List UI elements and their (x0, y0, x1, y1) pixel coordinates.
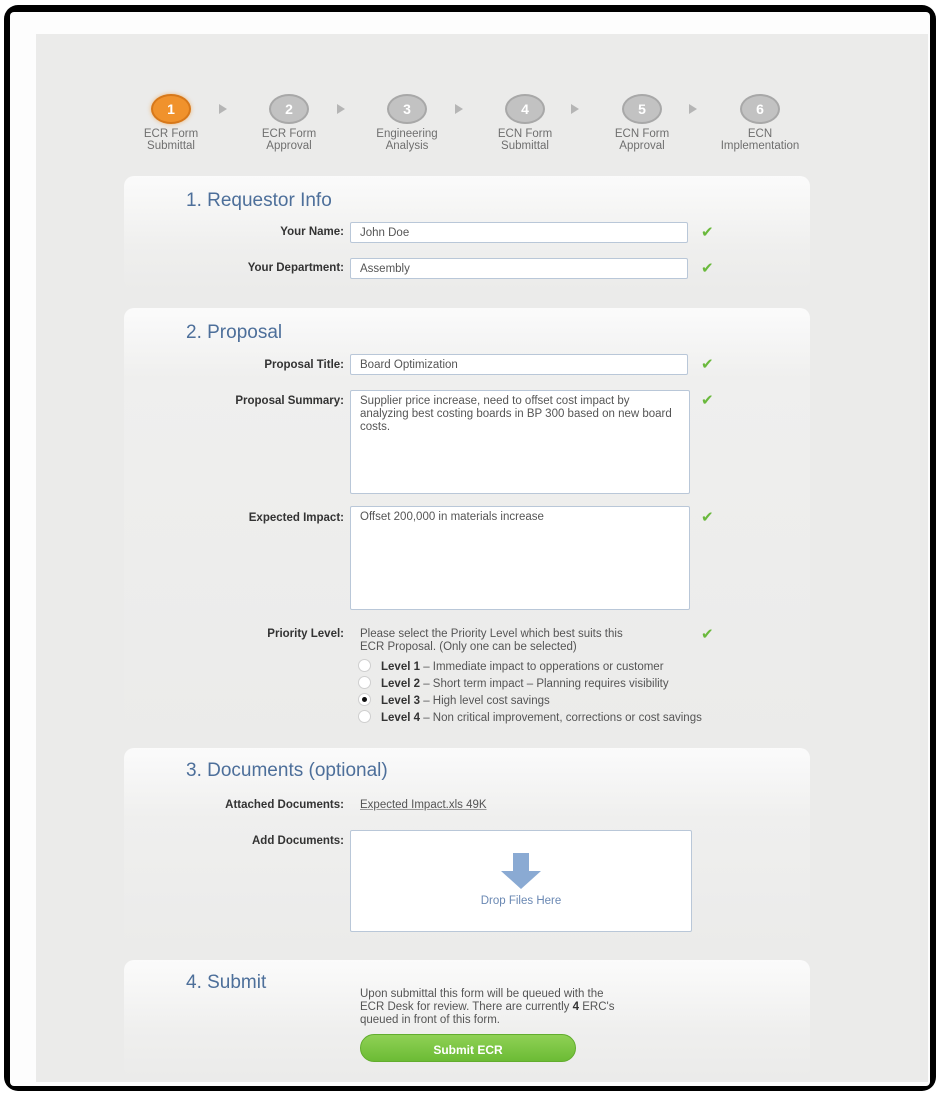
valid-check-icon: ✔ (701, 224, 714, 241)
step-5-ecn-form-approval[interactable] (587, 94, 697, 152)
step-label: ECR Form Submittal (143, 128, 199, 152)
step-4-ecn-form-submittal[interactable] (470, 94, 580, 152)
priority-level-label: Priority Level: (267, 628, 344, 640)
step-arrow-icon (219, 104, 227, 114)
section-title: 3. Documents (optional) (186, 760, 388, 781)
submit-section (124, 960, 810, 1078)
step-arrow-icon (455, 104, 463, 114)
expected-impact-textarea[interactable] (350, 506, 690, 610)
step-label: ECN Form Approval (614, 128, 670, 152)
documents-section (124, 748, 810, 948)
priority-instructions: Please select the Priority Level which best suits this ECR Proposal. (Only one can be selected) (360, 628, 623, 653)
add-documents-label: Add Documents: (252, 835, 344, 847)
valid-check-icon: ✔ (701, 626, 714, 643)
step-2-ecr-form-approval[interactable] (234, 94, 344, 152)
valid-check-icon: ✔ (701, 260, 714, 277)
proposal-summary-label: Proposal Summary: (235, 395, 344, 407)
step-arrow-icon (337, 104, 345, 114)
step-label: Engineering Analysis (376, 128, 438, 152)
queue-count: 4 (572, 1001, 580, 1013)
radio-button[interactable] (358, 710, 371, 723)
submit-ecr-button[interactable]: Submit ECR (360, 1034, 576, 1062)
priority-option-level-4[interactable]: Level 4 – Non critical improvement, corrections or cost savings (358, 711, 702, 726)
step-number-badge: 3 (387, 94, 427, 124)
step-label: ECN Form Submittal (497, 128, 553, 152)
white-frame (10, 12, 930, 1086)
your-department-label: Your Department: (247, 262, 344, 274)
section-title: 1. Requestor Info (186, 190, 332, 211)
valid-check-icon: ✔ (701, 509, 714, 526)
step-arrow-icon (571, 104, 579, 114)
attached-file-link[interactable]: Expected Impact.xls 49K (360, 799, 487, 811)
step-3-engineering-analysis[interactable] (352, 94, 462, 152)
your-department-input[interactable] (350, 258, 688, 279)
submit-info-text: Upon submittal this form will be queued with the ECR Desk for review. There are currently 4 ERC's queued in front of this form. (360, 988, 615, 1026)
step-number-badge: 2 (269, 94, 309, 124)
drop-files-text: Drop Files Here (480, 895, 562, 907)
step-label: ECR Form Approval (261, 128, 317, 152)
step-1-ecr-form-submittal[interactable] (116, 94, 226, 152)
section-title: 2. Proposal (186, 322, 283, 343)
step-number-badge: 1 (151, 94, 191, 124)
proposal-summary-textarea[interactable] (350, 390, 690, 494)
priority-option-level-1[interactable]: Level 1 – Immediate impact to opperations or customer (358, 660, 664, 675)
step-number-badge: 4 (505, 94, 545, 124)
down-arrow-icon (497, 853, 545, 889)
step-number-badge: 5 (622, 94, 662, 124)
section-title: 4. Submit (186, 972, 267, 993)
radio-button[interactable] (358, 676, 371, 689)
form-panel (36, 34, 928, 1082)
priority-option-level-2[interactable]: Level 2 – Short term impact – Planning requires visibility (358, 677, 669, 692)
proposal-title-label: Proposal Title: (264, 359, 344, 371)
step-arrow-icon (689, 104, 697, 114)
step-number-badge: 6 (740, 94, 780, 124)
step-label: ECN Implementation (720, 128, 800, 152)
step-6-ecn-implementation[interactable] (705, 94, 815, 152)
proposal-section (124, 308, 810, 744)
your-name-label: Your Name: (280, 226, 344, 238)
progress-stepper (36, 94, 928, 164)
radio-button-selected[interactable] (358, 693, 371, 706)
your-name-input[interactable] (350, 222, 688, 243)
requestor-info-section (124, 176, 810, 290)
proposal-title-input[interactable] (350, 354, 688, 375)
valid-check-icon: ✔ (701, 392, 714, 409)
priority-option-level-3[interactable]: Level 3 – High level cost savings (358, 694, 550, 709)
file-dropzone[interactable] (350, 830, 692, 932)
attached-documents-label: Attached Documents: (225, 799, 344, 811)
expected-impact-label: Expected Impact: (248, 512, 344, 524)
valid-check-icon: ✔ (701, 356, 714, 373)
radio-button[interactable] (358, 659, 371, 672)
